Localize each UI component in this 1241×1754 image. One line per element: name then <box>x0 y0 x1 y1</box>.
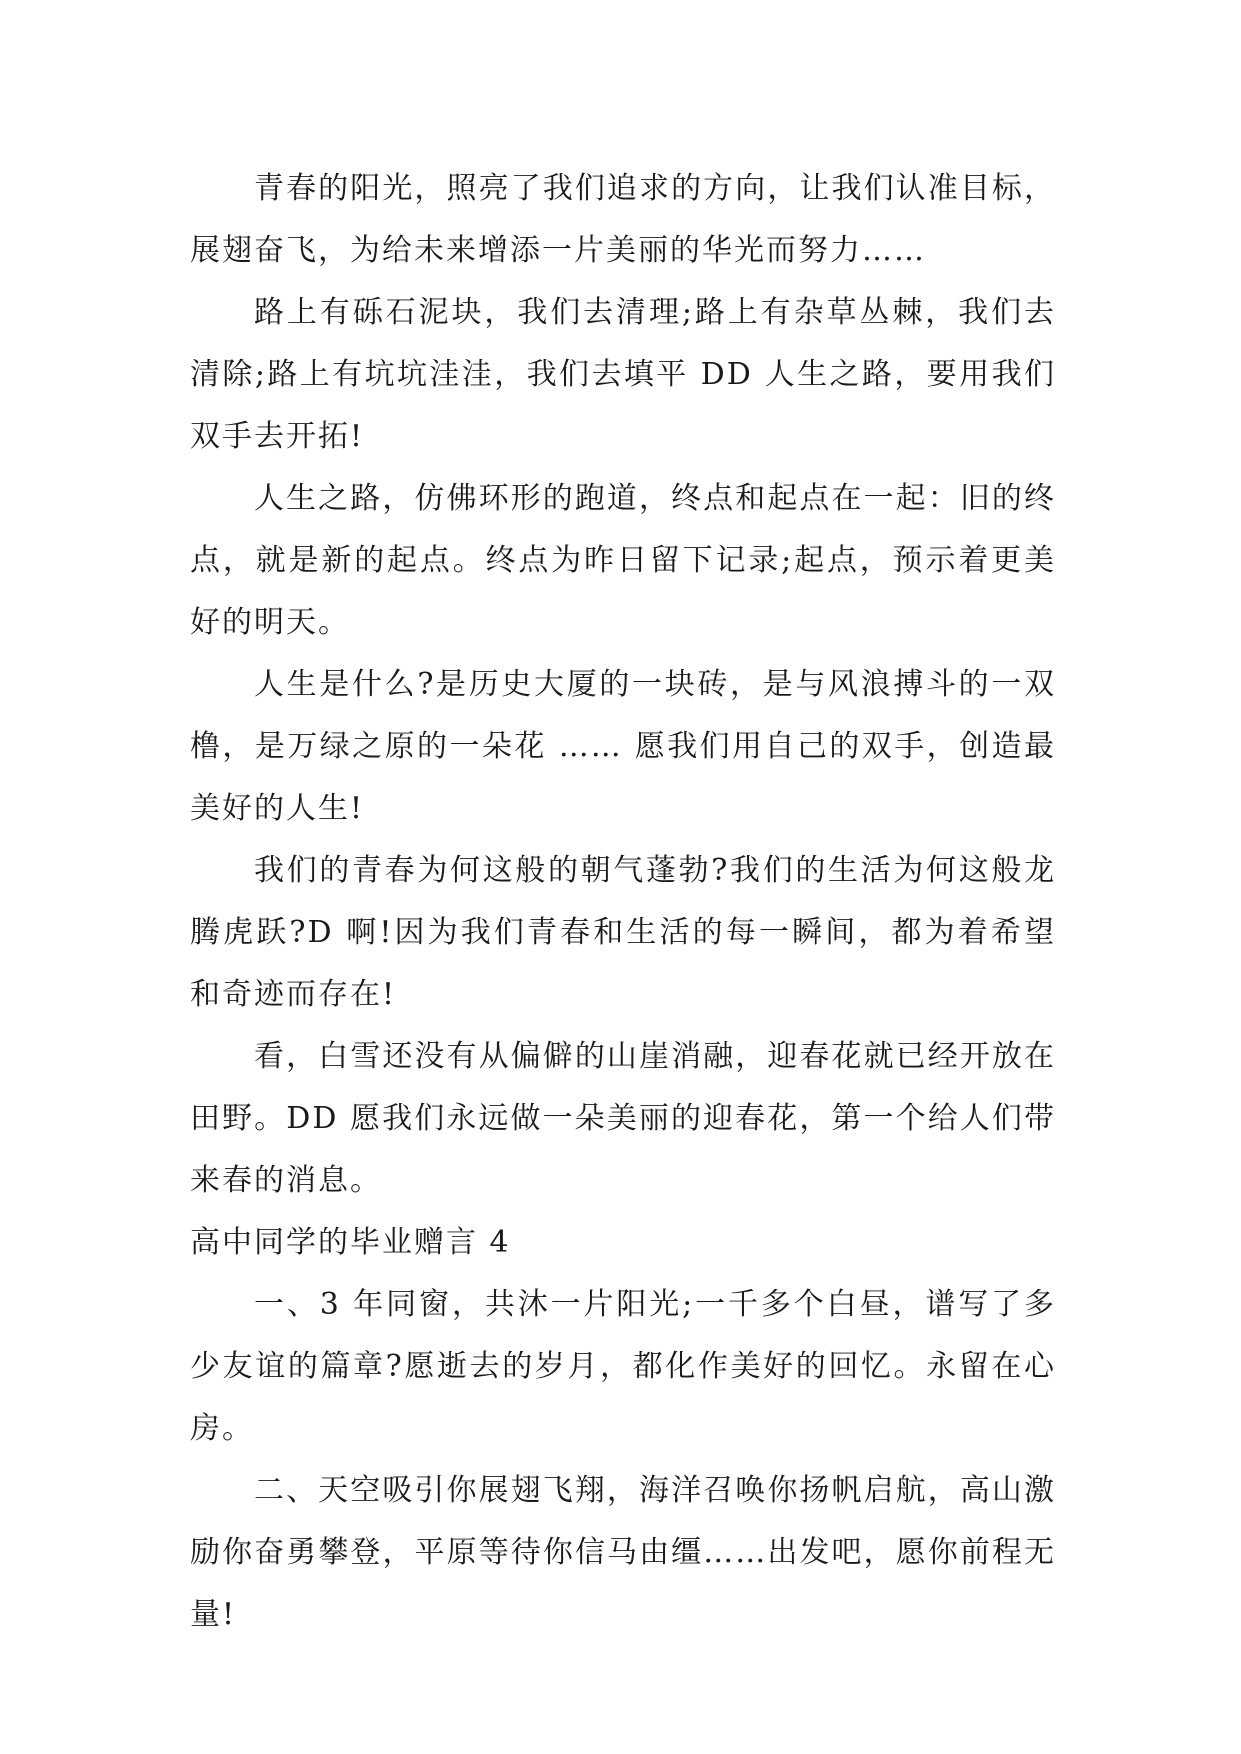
paragraph-youth-sunshine: 青春的阳光，照亮了我们追求的方向，让我们认准目标，展翅奋飞，为给未来增添一片美丽的华光而努力…… <box>190 171 1056 268</box>
paragraph-life-track: 人生之路，仿佛环形的跑道，终点和起点在一起：旧的终点，就是新的起点。终点为昨日留下记录;起点，预示着更美好的明天。 <box>190 481 1056 640</box>
paragraph-road-clearing: 路上有砾石泥块，我们去清理;路上有杂草丛棘，我们去清除;路上有坑坑洼洼，我们去填平 DD 人生之路，要用我们双手去开拓! <box>190 295 1056 454</box>
paragraph-winter-jasmine: 看，白雪还没有从偏僻的山崖消融，迎春花就已经开放在田野。DD 愿我们永远做一朵美丽的迎春花，第一个给人们带来春的消息。 <box>190 1039 1056 1198</box>
paragraph-vigorous-youth: 我们的青春为何这般的朝气蓬勃?我们的生活为何这般龙腾虎跃?D 啊!因为我们青春和生活的每一瞬间，都为着希望和奇迹而存在! <box>190 853 1056 1012</box>
paragraph-what-is-life: 人生是什么?是历史大厦的一块砖，是与风浪搏斗的一双橹，是万绿之原的一朵花 …… 愿我们用自己的双手，创造最美好的人生! <box>190 667 1056 826</box>
section-heading: 高中同学的毕业赠言 4 <box>190 1225 511 1260</box>
paragraph-set-off: 二、天空吸引你展翅飞翔，海洋召唤你扬帆启航，高山激励你奋勇攀登，平原等待你信马由缰……出发吧，愿你前程无量! <box>190 1473 1056 1632</box>
document-body <box>190 158 1056 1646</box>
paragraph-classmates-three-years: 一、3 年同窗，共沐一片阳光;一千多个白昼，谱写了多少友谊的篇章?愿逝去的岁月，都化作美好的回忆。永留在心房。 <box>190 1287 1056 1446</box>
